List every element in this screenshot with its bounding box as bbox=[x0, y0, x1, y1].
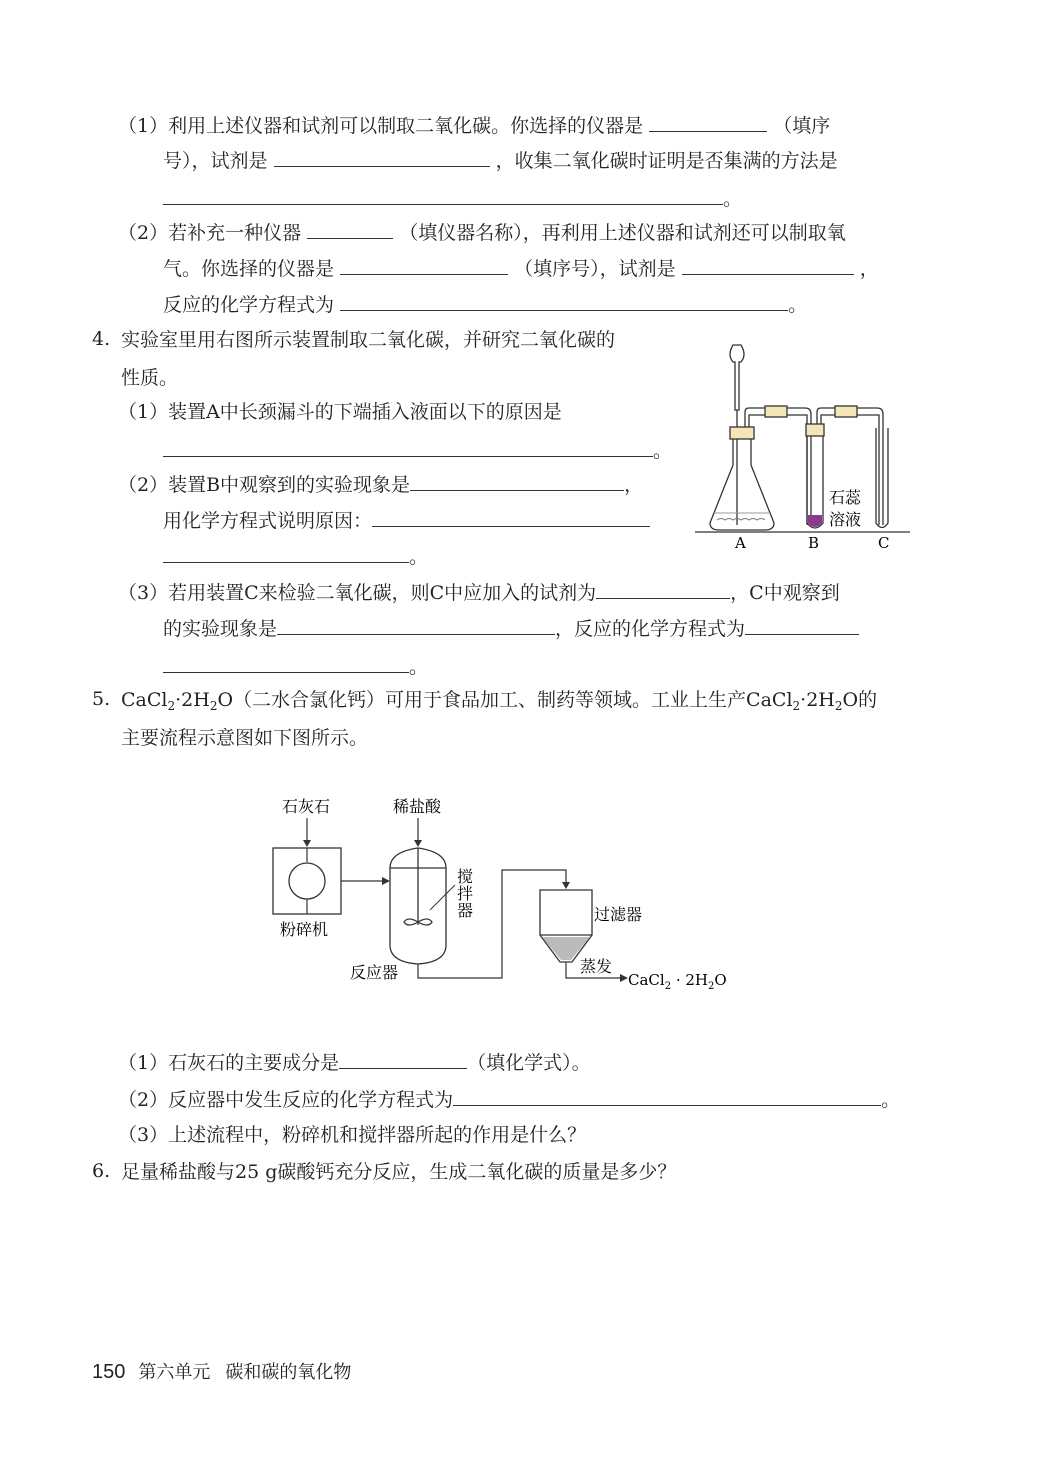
limestone-label: 石灰石 bbox=[282, 797, 331, 816]
q4-part1-line2: 。 bbox=[163, 438, 672, 463]
q3-part2-line1: （2）若补充一种仪器 （填仪器名称），再利用上述仪器和试剂还可以制取氧 bbox=[118, 222, 846, 244]
label-c: C bbox=[878, 534, 890, 552]
q3-part2-line2: 气。你选择的仪器是 （填序号），试剂是 ， bbox=[163, 258, 879, 280]
q3-instrument-blank[interactable] bbox=[649, 113, 767, 132]
page-footer bbox=[92, 1358, 351, 1384]
q3-part1-line1: （1）利用上述仪器和试剂可以制取二氧化碳。你选择的仪器是 （填序 bbox=[118, 115, 831, 137]
q4-equation-b-blank-2[interactable] bbox=[163, 544, 409, 563]
q3-equation-blank[interactable] bbox=[340, 292, 788, 311]
q4-part2-line3: 。 bbox=[163, 544, 428, 569]
q4-part1: （1）装置A中长颈漏斗的下端插入液面以下的原因是 bbox=[118, 401, 562, 423]
q5-number: 5. bbox=[92, 688, 111, 710]
process-flow-diagram bbox=[260, 790, 740, 1000]
product-label: CaCl$_2$ · $2H_2O$ bbox=[628, 971, 727, 992]
q4-part3-line2: 的实验现象是 ，反应的化学方程式为 bbox=[163, 616, 859, 641]
q4-stem-line2: 性质。 bbox=[121, 367, 179, 389]
q4-phenomenon-b-blank[interactable] bbox=[410, 472, 624, 491]
q5-equation-blank[interactable] bbox=[453, 1087, 881, 1106]
q5-part3: （3）上述流程中，粉碎机和搅拌器所起的作用是什么？ bbox=[118, 1124, 587, 1146]
q4-reagent-c-blank[interactable] bbox=[596, 580, 730, 599]
q4-part3: （3）若用装置C来检验二氧化碳，则C中应加入的试剂为 ，C中观察到 bbox=[118, 582, 840, 604]
q3-extra-instrument-blank[interactable] bbox=[307, 220, 393, 239]
test-tube-b bbox=[806, 424, 824, 528]
flask-a bbox=[710, 345, 774, 530]
apparatus-figure bbox=[695, 340, 910, 555]
litmus-solution bbox=[808, 515, 822, 527]
reactor-label: 反应器 bbox=[350, 963, 399, 982]
q4-equation-b-blank[interactable] bbox=[372, 508, 650, 527]
q4-number: 4. bbox=[92, 328, 111, 350]
q4-phenomenon-c-blank[interactable] bbox=[277, 616, 555, 635]
q3-reagent-blank[interactable] bbox=[274, 148, 490, 167]
test-tube-c bbox=[876, 428, 888, 528]
q4-equation-c-blank[interactable] bbox=[745, 616, 859, 635]
label-b: B bbox=[808, 534, 820, 552]
litmus-label-1: 石蕊 bbox=[829, 488, 862, 507]
stirrer-label-3: 器 bbox=[457, 901, 474, 920]
hcl-label: 稀盐酸 bbox=[393, 797, 442, 816]
q6-text: 足量稀盐酸与25 g碳酸钙充分反应，生成二氧化碳的质量是多少？ bbox=[121, 1161, 677, 1183]
q5-stem-line1: $CaCl_2\cdot 2H_2O$（二水合氯化钙）可用于食品加工、制药等领域。工业上生产$CaCl_2\cdot 2H_2O$的 bbox=[121, 689, 878, 713]
q4-part2: （2）装置B中观察到的实验现象是 ， bbox=[118, 474, 644, 496]
q3-part1-line3: 。 bbox=[163, 186, 742, 211]
label-a: A bbox=[735, 534, 746, 552]
q4-part3-line3: 。 bbox=[163, 654, 428, 679]
q5-stem-line2: 主要流程示意图如下图所示。 bbox=[121, 727, 369, 749]
q3-o2-instrument-blank[interactable] bbox=[340, 256, 508, 275]
unit-label: 第六单元 bbox=[138, 1362, 211, 1382]
crusher-label: 粉碎机 bbox=[280, 920, 329, 939]
q4-reason-blank[interactable] bbox=[163, 438, 653, 457]
litmus-label-2: 溶液 bbox=[829, 510, 862, 529]
stirrer-label-1: 搅 bbox=[457, 867, 474, 886]
q5-formula-blank[interactable] bbox=[339, 1050, 467, 1069]
crusher bbox=[273, 848, 341, 914]
q3-o2-reagent-blank[interactable] bbox=[682, 256, 854, 275]
q4-stem-line1: 实验室里用右图所示装置制取二氧化碳，并研究二氧化碳的 bbox=[121, 329, 616, 351]
q5-part1: （1）石灰石的主要成分是 （填化学式）。 bbox=[118, 1052, 591, 1074]
q3-method-blank[interactable] bbox=[163, 186, 723, 205]
page-number: 150 bbox=[92, 1361, 126, 1383]
reactor bbox=[390, 848, 455, 964]
q3-part1-line2: 号），试剂是 ，收集二氧化碳时证明是否集满的方法是 bbox=[163, 150, 838, 172]
q3-part2-line3: 反应的化学方程式为 。 bbox=[163, 294, 808, 316]
filter bbox=[540, 890, 592, 962]
q5-part2: （2）反应器中发生反应的化学方程式为 。 bbox=[118, 1089, 901, 1111]
evaporate-label: 蒸发 bbox=[580, 957, 613, 976]
unit-title: 碳和碳的氧化物 bbox=[225, 1362, 352, 1382]
q4-equation-c-blank-2[interactable] bbox=[163, 654, 409, 673]
stirrer-label-2: 拌 bbox=[457, 884, 474, 903]
q4-part2-line2: 用化学方程式说明原因： bbox=[163, 508, 650, 533]
q6-number: 6. bbox=[92, 1160, 111, 1182]
filter-label: 过滤器 bbox=[594, 905, 643, 924]
